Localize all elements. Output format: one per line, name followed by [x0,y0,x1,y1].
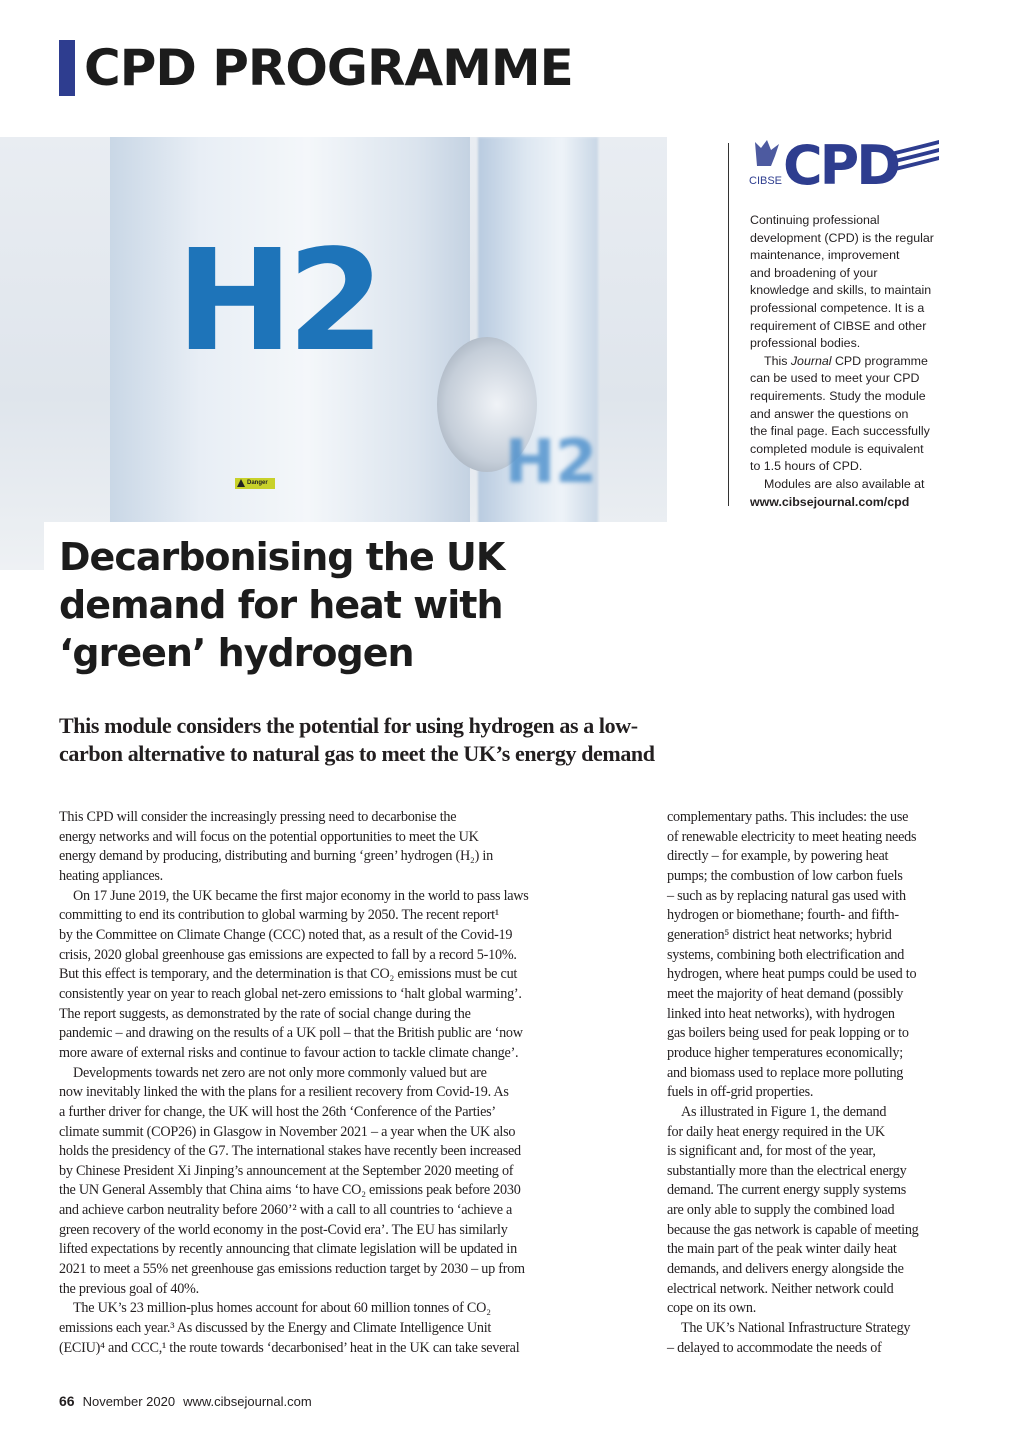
body-text-line: hydrogen or biomethane; fourth- and fifth- [667,907,899,924]
body-text-line: hydrogen, where heat pumps could be used to [667,966,917,983]
sidebar-text-line: can be used to meet your CPD [750,371,920,386]
body-text-line: generation⁵ district heat networks; hybrid [667,926,892,943]
hero-photo-hydrogen-tanks [0,137,667,570]
body-text-line: gas boilers being used for peak lopping or to [667,1025,909,1042]
body-text-line: energy networks and will focus on the potential opportunities to meet the UK [59,828,479,845]
body-text-line: fuels in off-grid properties. [667,1084,814,1101]
body-text-line: produce higher temperatures economically; [667,1044,903,1061]
body-text-line: (ECIU)⁴ and CCC,¹ the route towards ‘decarbonised’ heat in the UK can take several [59,1339,520,1356]
body-text-line: The UK’s 23 million-plus homes account for about 60 million tonnes of CO₂ [73,1300,491,1317]
standfirst-line: This module considers the potential for using hydrogen as a low- [59,713,638,738]
sidebar-divider [728,143,729,506]
body-text-line: – delayed to accommodate the needs of [667,1339,882,1356]
body-text-line: pumps; the combustion of low carbon fuels [667,867,903,884]
article-standfirst [59,712,655,768]
sidebar-text-line: completed module is equivalent [750,441,924,456]
svg-text:CIBSE: CIBSE [749,175,783,187]
title-line: ‘green’ hydrogen [59,631,414,675]
body-text-line: energy demand by producing, distributing and burning ‘green’ hydrogen (H₂) in [59,848,493,865]
body-text-line: 2021 to meet a 55% net greenhouse gas emissions reduction target by 2030 – up from [59,1261,525,1278]
body-text-line: Developments towards net zero are not only more commonly valued but are [73,1064,487,1081]
body-text-line: climate summit (COP26) in Glasgow in November 2021 – a year when the UK also [59,1123,516,1140]
sidebar-text-line: professional bodies. [750,336,861,351]
body-text-line: committing to end its contribution to global warming by 2050. The recent report¹ [59,907,499,924]
body-text-line: As illustrated in Figure 1, the demand [681,1103,887,1120]
sidebar-text-line: knowledge and skills, to maintain [750,283,932,298]
body-text-line: and biomass used to replace more polluting [667,1064,904,1081]
title-line: Decarbonising the UK [59,535,505,579]
body-text-line: – such as by replacing natural gas used with [667,887,906,904]
body-text-line: demand. The current energy supply systems [667,1182,907,1199]
sidebar-text-line: requirements. Study the module [750,388,926,403]
body-text-line: complementary paths. This includes: the use [667,809,909,825]
body-text-line: the previous goal of 40%. [59,1280,199,1297]
body-text-line: and achieve carbon neutrality before 2060’² with a call to all countries to ‘achieve a [59,1202,513,1219]
body-text-line: of renewable electricity to meet heating needs [667,828,917,845]
sidebar-text-line: and answer the questions on [750,406,909,421]
title-line: demand for heat with [59,583,503,627]
sidebar-text-line: maintenance, improvement [750,248,900,263]
sidebar-text-line: to 1.5 hours of CPD. [750,459,863,474]
body-text-line: consistently year on year to reach global net-zero emissions to ‘halt global warming’. [59,985,522,1002]
body-text-line: lifted expectations by recently announcing that climate legislation will be updated in [59,1241,517,1258]
cpd-website-link[interactable]: www.cibsejournal.com/cpd [750,494,910,509]
body-text-line: by the Committee on Climate Change (CCC) noted that, as a result of the Covid-19 [59,926,513,943]
body-text-line: cope on its own. [667,1300,756,1317]
sidebar-text-line: and broadening of your [750,265,878,280]
body-text-line: emissions each year.³ As discussed by the Energy and Climate Intelligence Unit [59,1320,492,1337]
body-text-line: crisis, 2020 global greenhouse gas emissions are expected to fall by a record 5-10%. [59,946,517,963]
body-text-line: pandemic – and drawing on the results of a UK poll – that the British public are ‘now [59,1025,523,1042]
body-text-line: by Chinese President Xi Jinping’s announcement at the September 2020 meeting of [59,1162,514,1179]
body-text-line: systems, combining both electrification and [667,946,905,963]
cibse-cpd-logo [749,138,941,188]
body-column-left [59,808,529,1358]
page-number: 66 [59,1393,75,1409]
body-text-line: substantially more than the electrical energy [667,1162,907,1179]
tank-label-blurred: H2 [505,427,597,497]
body-text-line: the UN General Assembly that China aims ‘to have CO₂ emissions peak before 2030 [59,1182,521,1199]
standfirst-line: carbon alternative to natural gas to meet the UK’s energy demand [59,741,655,766]
body-text-line: But this effect is temporary, and the determination is that CO₂ emissions must be cut [59,966,518,983]
body-text-line: is significant and, for most of the year, [667,1143,876,1160]
body-text-line: The UK’s National Infrastructure Strategy [681,1320,911,1337]
body-text-line: This CPD will consider the increasingly pressing need to decarbonise the [59,809,457,825]
danger-warning-sticker: Danger [235,478,275,489]
body-text-line: a further driver for change, the UK will host the 26th ‘Conference of the Parties’ [59,1103,496,1120]
body-text-line: demands, and delivers energy alongside the [667,1261,904,1278]
sidebar-text-line: professional competence. It is a [750,300,925,315]
issue-date: November 2020 [82,1394,176,1409]
sidebar-text-line: This Journal CPD programme [764,353,928,368]
body-text-line: now inevitably linked the with the plans for a resilient recovery from Covid-19. As [59,1084,509,1101]
body-text-line: because the gas network is capable of meeting [667,1221,919,1238]
body-text-line: directly – for example, by powering heat [667,848,889,865]
body-text-line: On 17 June 2019, the UK became the first major economy in the world to pass laws [73,887,529,904]
sidebar-text-line: development (CPD) is the regular [750,230,934,245]
body-text-line: the main part of the peak winter daily heat [667,1241,897,1258]
svg-text:CPD: CPD [783,138,899,188]
body-text-line: are only able to supply the combined load [667,1202,895,1219]
article-title [59,533,504,677]
sidebar-text-line: the final page. Each successfully [750,424,930,439]
footer-website[interactable]: www.cibsejournal.com [183,1394,312,1409]
body-text-line: electrical network. Neither network could [667,1280,894,1297]
body-text-line: The report suggests, as demonstrated by the rate of social change during the [59,1005,471,1022]
body-text-line: for daily heat energy required in the UK [667,1123,885,1140]
tank-label: H2 [176,220,379,383]
body-text-line: meet the majority of heat demand (possibly [667,985,904,1002]
cpd-sidebar [750,212,934,511]
body-text-line: heating appliances. [59,867,163,884]
sidebar-text-line: requirement of CIBSE and other [750,318,927,333]
page-footer [59,1392,320,1411]
section-heading: CPD PROGRAMME [84,39,573,97]
body-text-line: more aware of external risks and continue to favour action to tackle climate change’. [59,1044,519,1061]
body-text-line: holds the presidency of the G7. The international stakes have recently been increased [59,1143,521,1160]
section-accent-bar [59,40,75,96]
body-text-line: green recovery of the world economy in the post-Covid era’. The EU has similarly [59,1221,508,1238]
sidebar-text-line: Modules are also available at [764,476,925,491]
body-text-line: linked into heat networks), with hydrogen [667,1005,895,1022]
sidebar-text-line: Continuing professional [750,213,880,227]
body-column-right [667,808,919,1358]
